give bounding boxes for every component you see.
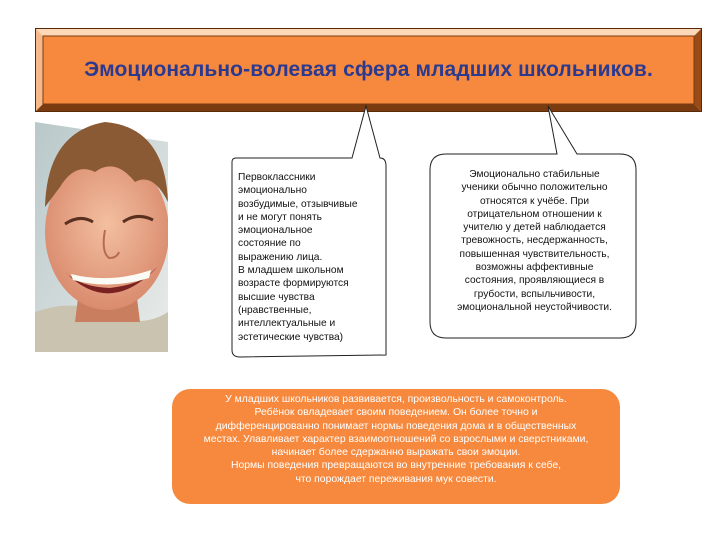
summary-text: У младших школьников развивается, произвольность и самоконтроль. Ребёнок овладевает своим поведением. Он более точно и дифференцированно понимает нормы поведения дома и в общественных местах. Улавливает характер взаимоотношений со взрослыми и сверстниками, начинает более сдержанно выражать свои эмоции. Нормы поведения превращаются во внутренние требования к себе, что порождает переживания мук совести. — [203, 394, 589, 485]
right-bubble-text: Эмоционально стабильные ученики обычно положительно относятся к учёбе. При отрицательном отношении к учителю у детей наблюдается тревожность, несдержанность, повышенная чувствительность, возможны аффективные состояния, проявляющиеся в грубости, вспыльчивости, эмоциональной неустойчивости. — [457, 169, 612, 313]
left-bubble-text: Первоклассники эмоционально возбудимые, отзывчивые и не могут понять эмоциональное состояние по выражению лица. В младшем школьном возрасте формируются высшие чувства (нравственные, интеллектуальные и эстетические чувства) — [238, 172, 358, 343]
page-title: Эмоционально-волевая сфера младших школьников. — [84, 58, 653, 81]
